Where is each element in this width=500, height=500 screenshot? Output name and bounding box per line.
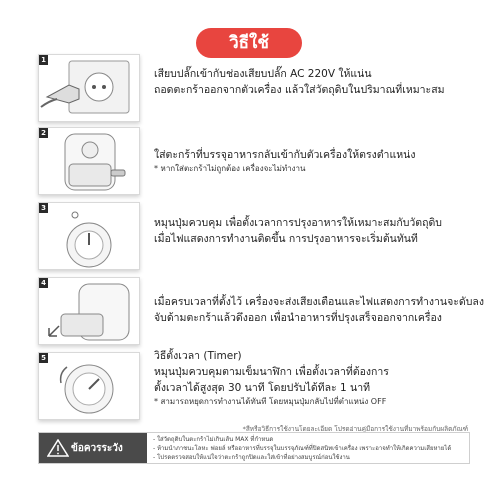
- step-5-text: [154, 348, 474, 408]
- step-number: 4: [39, 278, 48, 288]
- step-5-illustration: [38, 352, 140, 420]
- step-5-line-2: หมุนปุ่มควบคุมตามเข็มนาฬิกา เพื่อตั้งเวลาที่ต้องการ: [154, 366, 389, 378]
- step-1-line-1: เสียบปลั๊กเข้ากับช่องเสียบปลั๊ก AC 220V ให้แน่น: [154, 68, 372, 80]
- warning-label: ข้อควรระวัง: [71, 443, 123, 454]
- step-2-illustration: [38, 127, 140, 195]
- step-2-line-1: ใส่ตะกร้าที่บรรจุอาหารกลับเข้ากับตัวเครื่องให้ตรงตำแหน่ง: [154, 149, 416, 161]
- step-2-text: [154, 147, 474, 175]
- timer-dial-icon: [39, 353, 139, 419]
- step-5-note: * สามารถหยุดการทำงานได้ทันที โดยหมุนปุ่มกลับไปที่ตำแหน่ง OFF: [154, 397, 387, 406]
- air-fryer-icon: [39, 128, 139, 194]
- warning-item: - ห้ามนำภาชนะโลหะ ฟอยล์ หรืออาหารที่บรรจุในบรรจุภัณฑ์ที่ปิดสนิทเข้าเครื่อง เพราะอาจทำให้เกิดความเสียหายได้: [153, 445, 452, 452]
- warning-list: [153, 435, 451, 462]
- warning-box: [38, 432, 470, 464]
- power-plug-icon: [39, 55, 139, 121]
- control-dial-icon: [39, 203, 139, 269]
- basket-remove-icon: [39, 278, 139, 344]
- step-1-line-2: ถอดตะกร้าออกจากตัวเครื่อง แล้วใส่วัตถุดิบในปริมาณที่เหมาะสม: [154, 84, 445, 96]
- warning-badge: [39, 433, 147, 463]
- step-3-illustration: [38, 202, 140, 270]
- step-4-illustration: [38, 277, 140, 345]
- step-number: 3: [39, 203, 48, 213]
- page-title: วิธีใช้: [196, 28, 302, 58]
- step-2-note: * หากใส่ตะกร้าไม่ถูกต้อง เครื่องจะไม่ทำงาน: [154, 164, 306, 173]
- step-number: 5: [39, 353, 48, 363]
- step-3-line-1: หมุนปุ่มควบคุม เพื่อตั้งเวลาการปรุงอาหารให้เหมาะสมกับวัตถุดิบ: [154, 217, 442, 229]
- warning-item: - ใส่วัตถุดิบในตะกร้าไม่เกินเส้น MAX ที่กำหนด: [153, 436, 274, 443]
- step-4-line-1: เมื่อครบเวลาที่ตั้งไว้ เครื่องจะส่งเสียงเตือนและไฟแสดงการทำงานจะดับลง: [154, 296, 484, 308]
- warning-triangle-icon: [47, 439, 69, 457]
- step-5-line-3: ตั้งเวลาได้สูงสุด 30 นาที โดยปรับได้ทีละ 1 นาที: [154, 382, 371, 394]
- step-5-line-1: วิธีตั้งเวลา (Timer): [154, 350, 242, 362]
- step-3-text: [154, 215, 474, 247]
- step-number: 2: [39, 128, 48, 138]
- warning-item: - โปรดตรวจสอบให้แน่ใจว่าตะกร้าถูกปิดและใส่เข้าที่อย่างสมบูรณ์ก่อนใช้งาน: [153, 454, 350, 461]
- step-number: 1: [39, 55, 48, 65]
- step-3-line-2: เมื่อไฟแสดงการทำงานติดขึ้น การปรุงอาหารจะเริ่มต้นทันที: [154, 233, 418, 245]
- step-1-illustration: [38, 54, 140, 122]
- step-1-text: [154, 66, 474, 98]
- step-4-text: [154, 294, 484, 326]
- step-4-line-2: จับด้ามตะกร้าแล้วดึงออก เพื่อนำอาหารที่ปรุงเสร็จออกจากเครื่อง: [154, 312, 442, 324]
- footnote: *สีหรือวิธีการใช้งานโดยละเอียด โปรดอ่านคู่มือการใช้งานที่มาพร้อมกับผลิตภัณฑ์: [242, 425, 468, 433]
